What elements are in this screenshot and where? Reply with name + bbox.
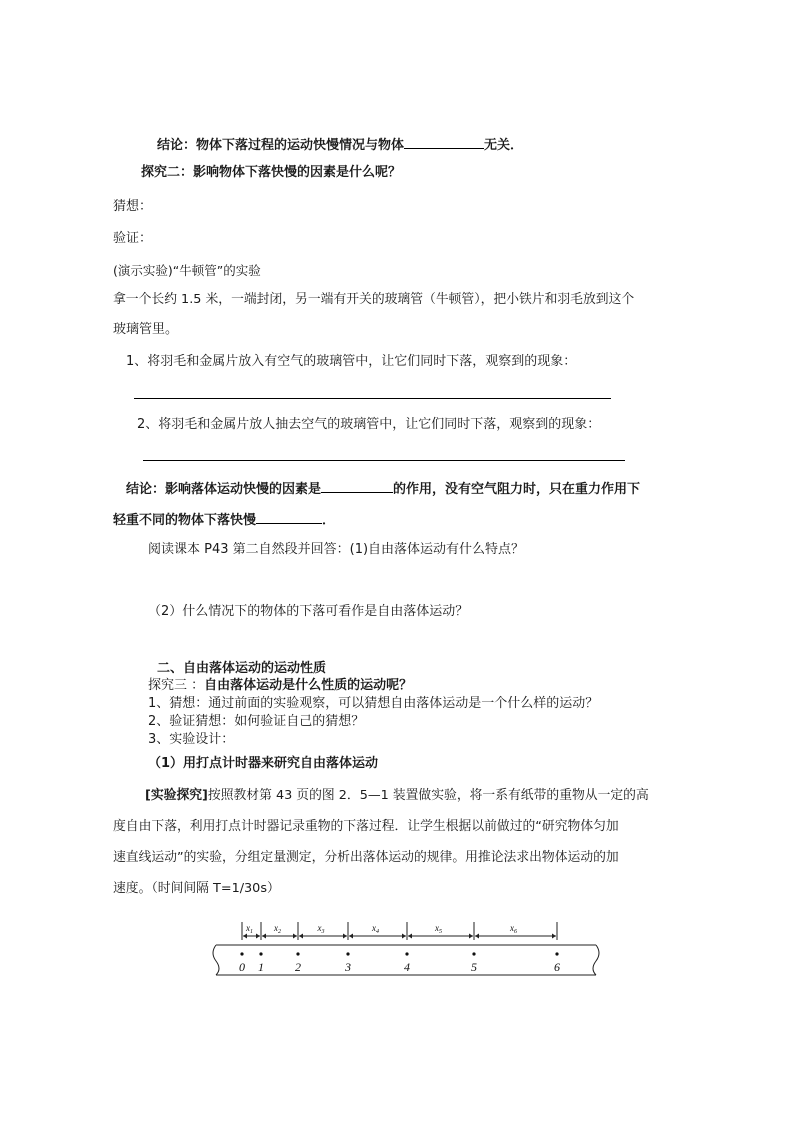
segment-label: $x_5$ [435, 923, 442, 935]
answer-line-2[interactable] [143, 460, 625, 461]
point-label: 6 [554, 960, 560, 974]
guess-label: 猜想： [113, 199, 153, 214]
segment-label: $x_3$ [317, 923, 325, 935]
answer-blank[interactable] [256, 509, 322, 524]
ticker-tape-figure [210, 918, 604, 982]
demo-line-1: 拿一个长约 1.5 米，一端封闭，另一端有开关的玻璃管（牛顿管），把小铁片和羽毛放到这个 [113, 292, 635, 307]
point-label: 3 [345, 960, 351, 974]
segment-label: $x_1$ [246, 923, 253, 935]
explore-2-heading: 探究二：影响物体下落快慢的因素是什么呢？ [141, 165, 402, 180]
section-2-heading: 二、自由落体运动的运动性质 [157, 661, 327, 676]
experiment-line-4: 速度。（时间间隔 T=1/30s） [113, 881, 280, 896]
demo-title: (演示实验)“牛顿管”的实验 [113, 263, 261, 278]
point-label: 2 [295, 960, 301, 974]
answer-blank[interactable] [321, 478, 393, 493]
tape-dot [240, 952, 243, 955]
method-1: （1）用打点计时器来研究自由落体运动 [148, 756, 379, 771]
tape-dot [296, 952, 299, 955]
item-2: 2、验证猜想：如何验证自己的猜想？ [148, 714, 365, 729]
experiment-line-1: [实验探究]按照教材第 43 页的图 2．5—1 装置做实验，将一系有纸带的重物从一定的高 [145, 788, 649, 803]
question-2: （2）什么情况下的物体的下落可看作是自由落体运动？ [148, 604, 469, 619]
item-3: 3、实验设计： [148, 732, 235, 747]
demo-line-2: 玻璃管里。 [113, 322, 179, 337]
conclusion-1: 结论：物体下落过程的运动快慢情况与物体 无关． [157, 134, 523, 155]
point-label: 4 [404, 960, 410, 974]
tape-dot [346, 952, 349, 955]
conclusion-2-line-1: 结论：影响落体运动快慢的因素是 的作用，没有空气阻力时，只在重力作用下 [126, 478, 640, 499]
experiment-line-3: 速直线运动”的实验，分组定量测定，分析出落体运动的规律。用推论法求出物体运动的加 [113, 850, 619, 865]
point-label: 0 [239, 960, 245, 974]
tape-dot [472, 952, 475, 955]
verify-label: 验证： [113, 231, 153, 246]
explore-3: 探究三 ：自由落体运动是什么性质的运动呢？ [148, 678, 413, 693]
tape-dot [555, 952, 558, 955]
answer-blank[interactable] [404, 134, 484, 149]
step-2: 2、将羽毛和金属片放人抽去空气的玻璃管中，让它们同时下落，观察到的现象： [137, 417, 601, 432]
point-label: 5 [471, 960, 477, 974]
segment-label: $x_6$ [510, 923, 517, 935]
conclusion-2-line-2: 轻重不同的物体下落快慢 ． [113, 509, 335, 530]
read-task: 阅读课本 P43 第二自然段并回答：(1)自由落体运动有什么特点？ [148, 542, 525, 557]
segment-label: $x_4$ [372, 923, 379, 935]
answer-line-1[interactable] [134, 398, 611, 399]
step-1: 1、将羽毛和金属片放入有空气的玻璃管中，让它们同时下落，观察到的现象： [126, 354, 577, 369]
experiment-line-2: 度自由下落，利用打点计时器记录重物的下落过程．让学生根据以前做过的“研究物体匀加 [113, 819, 619, 834]
tape-dot [405, 952, 408, 955]
segment-label: $x_2$ [274, 923, 281, 935]
tape-dot [259, 952, 262, 955]
item-1: 1、猜想：通过前面的实验观察，可以猜想自由落体运动是一个什么样的运动？ [148, 696, 599, 711]
point-label: 1 [258, 960, 264, 974]
